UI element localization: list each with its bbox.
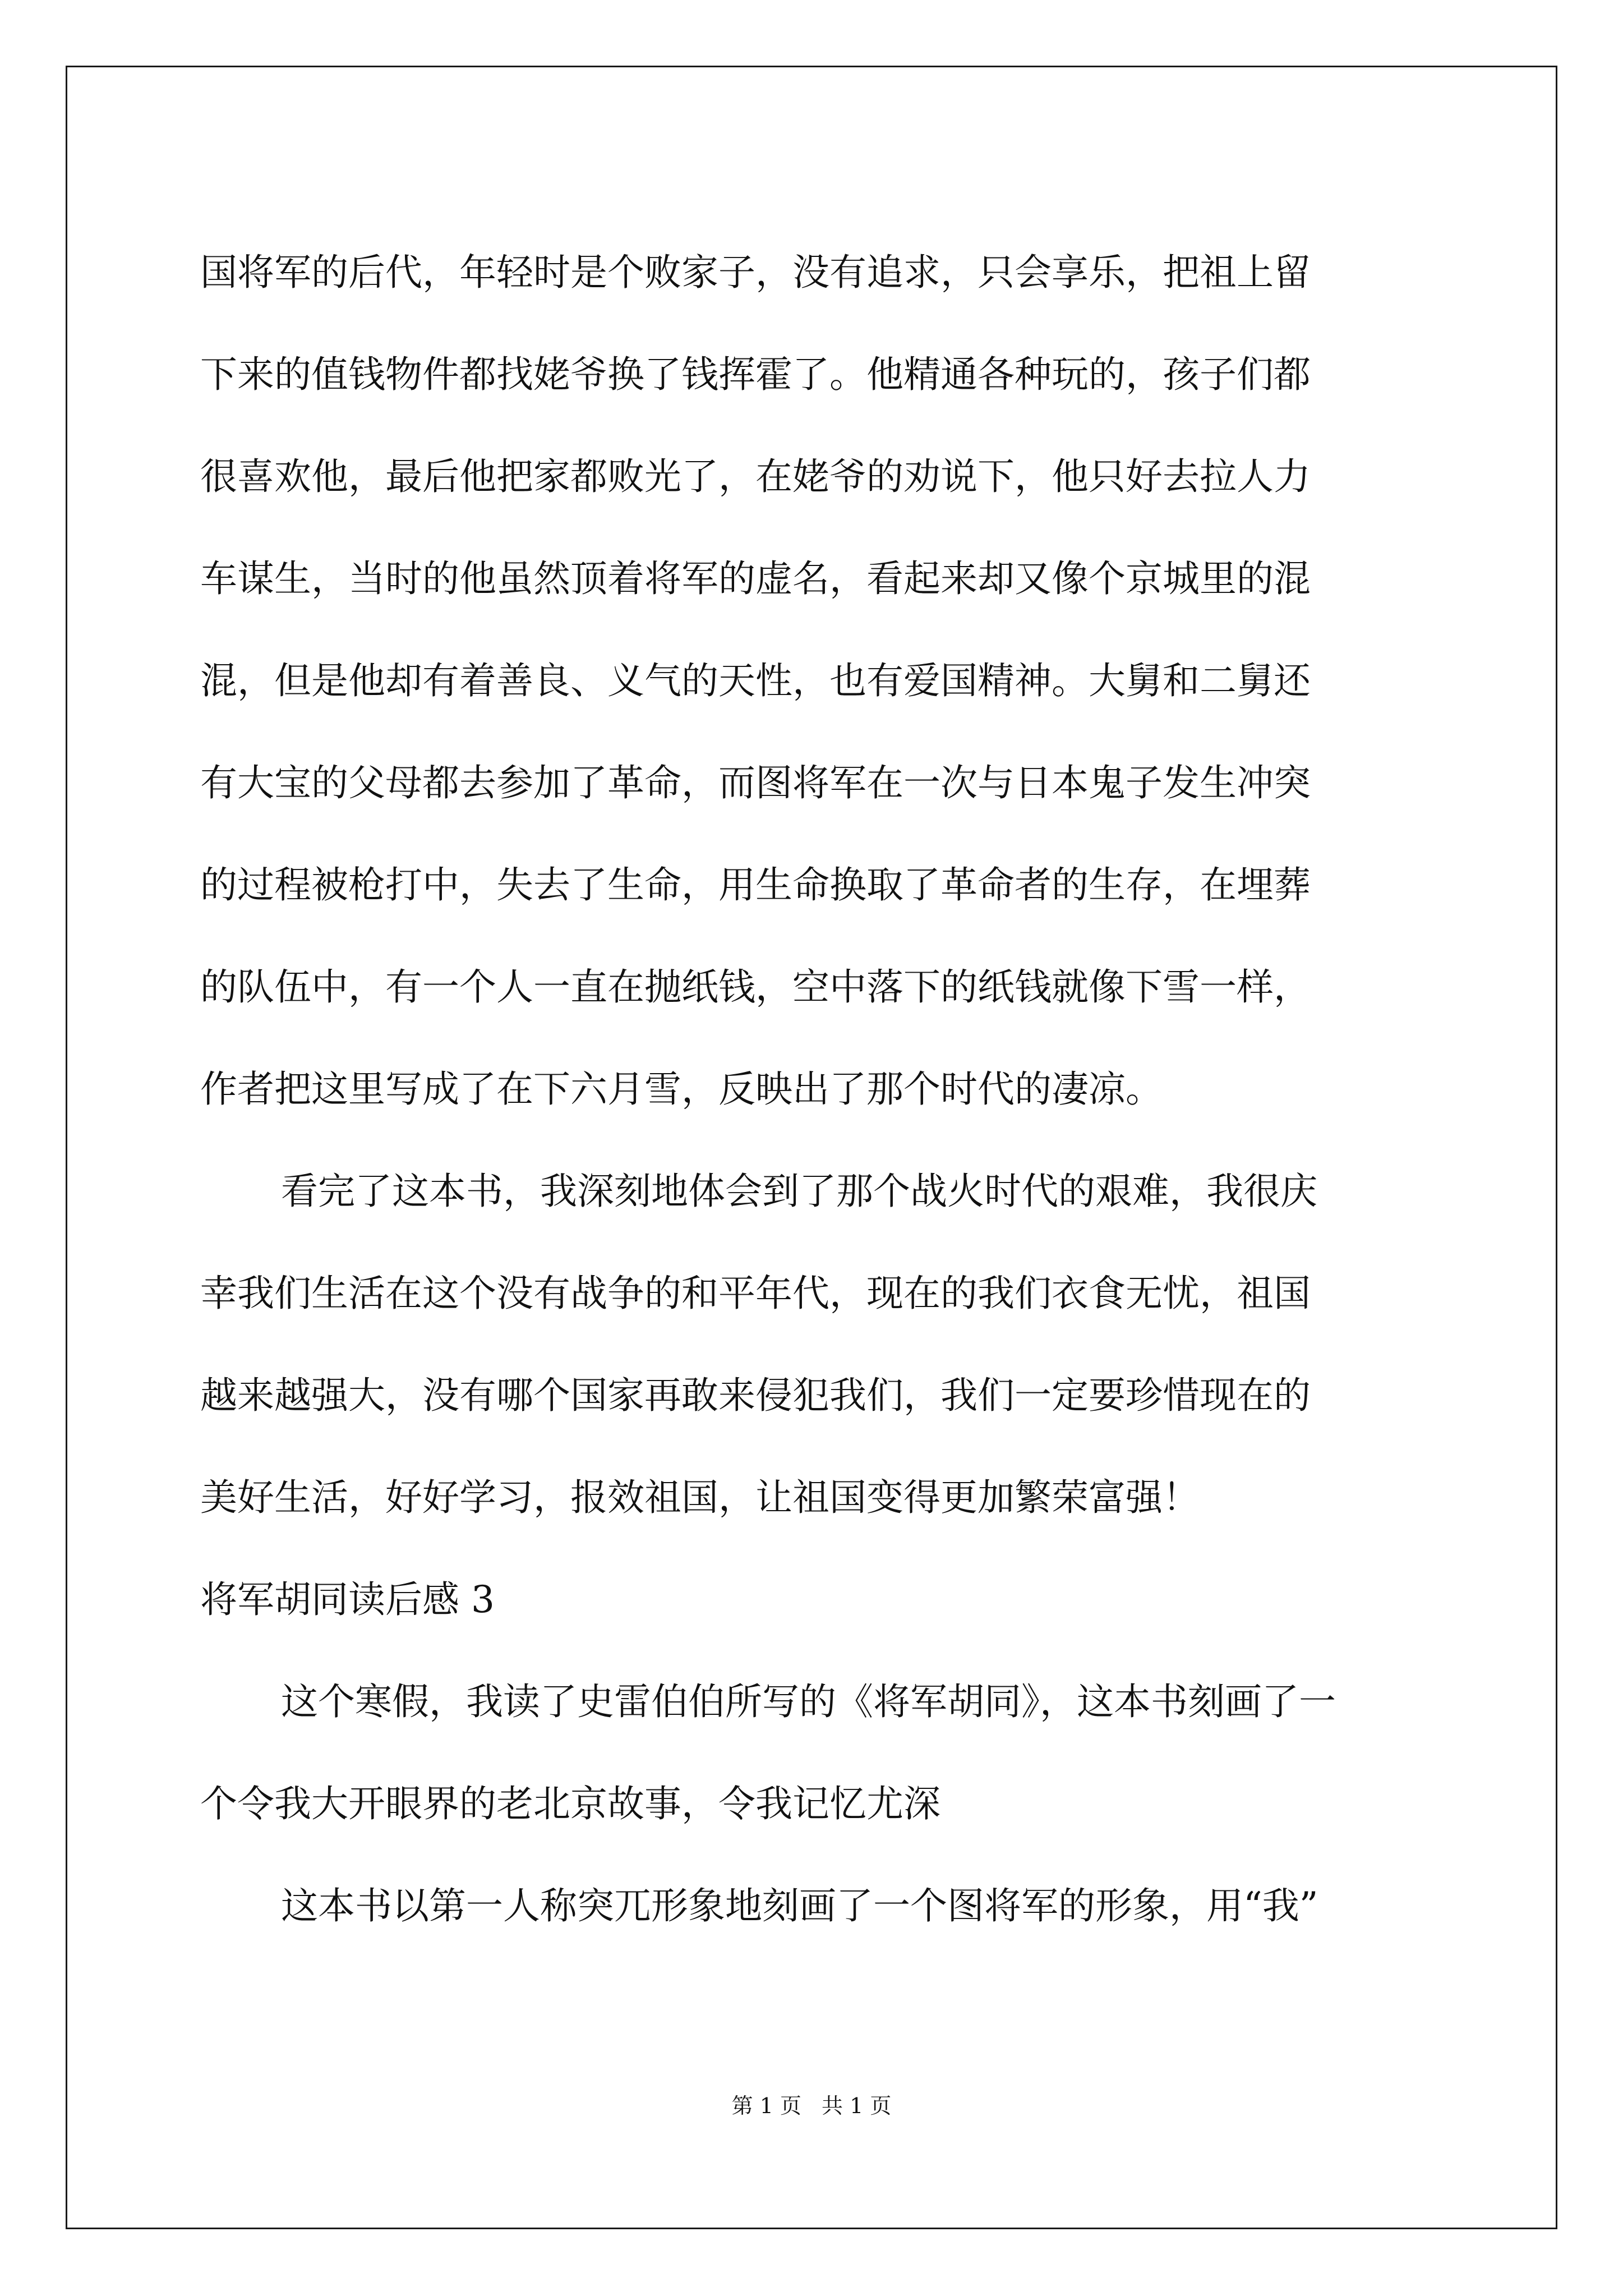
body-line: 这个寒假，我读了史雷伯伯所写的《将军胡同》，这本书刻画了一: [281, 1680, 1336, 1723]
body-line: 美好生活，好好学习，报效祖国，让祖国变得更加繁荣富强！: [200, 1476, 1200, 1519]
body-line: 作者把这里写成了在下六月雪，反映出了那个时代的凄凉。: [200, 1068, 1163, 1111]
body-line: 个令我大开眼界的老北京故事，令我记忆尤深: [200, 1782, 940, 1825]
body-line: 的过程被枪打中，失去了生命，用生命换取了革命者的生存，在埋葬: [200, 863, 1311, 907]
body-line: 越来越强大，没有哪个国家再敢来侵犯我们，我们一定要珍惜现在的: [200, 1374, 1311, 1417]
body-line: 很喜欢他，最后他把家都败光了，在姥爷的劝说下，他只好去拉人力: [200, 455, 1311, 498]
body-line: 混，但是他却有着善良、义气的天性，也有爱国精神。大舅和二舅还: [200, 659, 1311, 702]
body-line: 的队伍中，有一个人一直在抛纸钱，空中落下的纸钱就像下雪一样，: [200, 965, 1311, 1009]
body-line: 幸我们生活在这个没有战争的和平年代，现在的我们衣食无忧，祖国: [200, 1272, 1311, 1315]
body-line: 这本书以第一人称突兀形象地刻画了一个图将军的形象，用“我”: [281, 1884, 1318, 1927]
body-line: 看完了这本书，我深刻地体会到了那个战火时代的艰难，我很庆: [281, 1170, 1317, 1213]
section-heading: 将军胡同读后感 3: [200, 1578, 495, 1621]
body-line: 国将军的后代，年轻时是个败家子，没有追求，只会享乐，把祖上留: [200, 251, 1311, 294]
page-number: 第 1 页: [731, 2093, 801, 2118]
page-total: 共 1 页: [822, 2093, 892, 2118]
body-line: 车谋生，当时的他虽然顶着将军的虚名，看起来却又像个京城里的混: [200, 557, 1311, 600]
document-body: [200, 222, 1434, 1957]
page-footer: [0, 2092, 1623, 2120]
body-line: 下来的值钱物件都找姥爷换了钱挥霍了。他精通各种玩的，孩子们都: [200, 353, 1311, 396]
body-line: 有大宝的父母都去参加了革命，而图将军在一次与日本鬼子发生冲突: [200, 761, 1311, 804]
